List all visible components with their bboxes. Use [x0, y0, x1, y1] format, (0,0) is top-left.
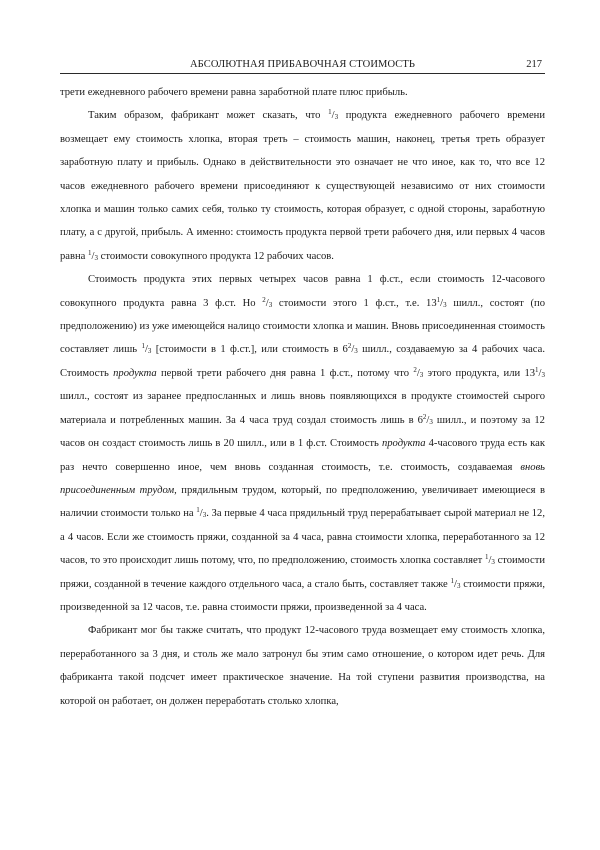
fraction: $^2/_3$: [347, 342, 358, 356]
fraction: $^1/_3$: [328, 108, 339, 122]
fraction: $^1/_3$: [196, 506, 207, 520]
page-number: 217: [526, 59, 542, 70]
running-header: [60, 58, 545, 72]
fraction: $^1/_3$: [535, 365, 545, 379]
fraction: $^1/_3$: [484, 553, 495, 567]
fraction: $^1/_3$: [450, 576, 461, 590]
paragraph: Фабрикант мог бы также считать, что продукт 12-часового труда возмещает ему стоимость хлопка, переработанного за 3 дня, и столь же мало затронул бы этим само отношение, о котором идет речь. Для фабриканта такой подсчет имеет практическое значение. На той ступени развития производства, на которой он работает, он должен переработать столько хлопка,: [60, 625, 545, 707]
paragraph: Стоимость продукта этих первых четырех часов равна 1 ф.ст., если стоимость 12-часового совокупного продукта равна 3 ф.ст. Но $^2/_3$ стоимости этого 1 ф.ст., т.е. $13^1/_3$ шилл., состоят (по предположению) из уже имеющейся налицо стоимости хлопка и машин. Вновь присоединенная стоимость составляет лишь $^1/_3$ [стоимости в 1 ф.ст.], или стоимость в $6^2/_3$ шилл., создаваемую за 4 рабочих часа. Стоимость продукта первой трети рабочего дня равна 1 ф.ст., потому что $^2/_3$ этого продукта, или $13^1/_3$ шилл., состоят из заранее предпосланных и лишь вновь появляющихся в продукте стоимостей сырого материала и потребленных машин. За 4 часа труд создал стоимость лишь в $6^2/_3$ шилл., и поэтому за 12 часов он создаст стоимость лишь в 20 шилл., или в 1 ф.ст. Стоимость продукта 4-часового труда есть как раз нечто совершенно иное, чем вновь созданная стоимость, т.е. стоимость, создаваемая вновь присоединенным трудом, прядильным трудом, который, по предположению, увеличивает имеющиеся в наличии стоимости только на $^1/_3$. За первые 4 часа прядильный труд перерабатывает сырой материал не 12, а 4 часов. Если же стоимость пряжи, созданной за 4 часа, равна стоимости хлопка, переработанного за 12 часов, то это происходит лишь потому, что, по предположению, стоимость хлопка составляет $^1/_3$ стоимости пряжи, созданной в течение каждого отдельного часа, а стало быть, составляет также $^1/_3$ стоимости пряжи, произведенной за 12 часов, т.е. равна стоимости пряжи, произведенной за 4 часа.: [60, 274, 546, 613]
paragraph: Таким образом, фабрикант может сказать, что $^1/_3$ продукта ежедневного рабочего времени возмещает ему стоимость хлопка, вторая треть – стоимость машин, наконец, третья треть образует заработную плату и прибыль. Однако в действительности это означает не что иное, как то, что все 12 часов ежедневного рабочего времени присоединяют к существующей независимо от них стоимости хлопка и машин только самих себя, только ту стоимость, которая образует, с одной стороны, заработную плату, а с другой, прибыль. А именно: стоимость продукта первой трети рабочего дня, или первых 4 часов равна $^1/_3$ стоимости совокупного продукта 12 рабочих часов.: [60, 108, 546, 262]
fraction: $^1/_3$: [88, 248, 98, 262]
body-text: [60, 81, 545, 713]
emphasis: продукта: [381, 438, 426, 450]
fraction: $^2/_3$: [262, 295, 273, 309]
fraction: $^1/_3$: [141, 342, 152, 356]
chapter-title: АБСОЛЮТНАЯ ПРИБАВОЧНАЯ СТОИМОСТЬ: [189, 59, 416, 70]
fraction: $^2/_3$: [413, 365, 424, 379]
emphasis: продукта: [113, 367, 157, 379]
paragraph: трети ежедневного рабочего времени равна заработной плате плюс прибыль.: [60, 87, 408, 98]
emphasis: вновь присоединенным трудом,: [60, 461, 545, 496]
header-rule: [60, 73, 545, 74]
fraction: $^2/_3$: [422, 412, 433, 426]
fraction: $^1/_3$: [436, 295, 447, 309]
